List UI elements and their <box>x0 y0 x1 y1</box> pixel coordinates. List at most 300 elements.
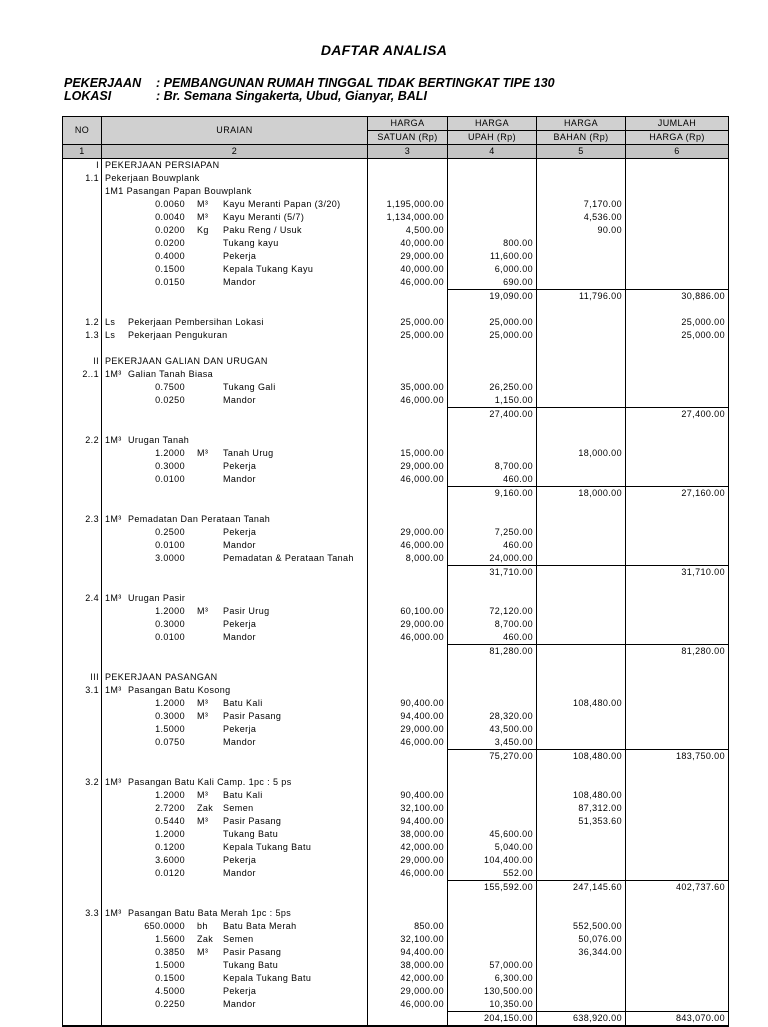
item-unit: 1M³ <box>105 369 122 379</box>
satuan-cell <box>368 592 448 605</box>
uraian-cell <box>102 237 368 250</box>
jumlah-cell <box>626 789 729 802</box>
upah-cell <box>448 552 537 566</box>
jumlah-cell <box>626 172 729 185</box>
no-cell <box>63 316 102 329</box>
uraian-cell <box>102 460 368 473</box>
uraian-cell <box>102 368 368 381</box>
bahan-cell <box>537 263 626 276</box>
no-cell <box>63 487 102 501</box>
satuan-cell <box>368 500 448 513</box>
satuan-cell <box>368 618 448 631</box>
no-cell <box>63 697 102 710</box>
item-unit: Ls <box>105 317 116 327</box>
jumlah-cell <box>626 592 729 605</box>
jumlah-cell <box>626 802 729 815</box>
unit-price: 29,000.00 <box>400 619 444 629</box>
satuan-cell <box>368 959 448 972</box>
material-amount: 87,312.00 <box>578 803 622 813</box>
unit-price: 25,000.00 <box>400 330 444 340</box>
uraian-cell <box>102 776 368 789</box>
unit-price: 25,000.00 <box>400 317 444 327</box>
uraian-cell <box>102 381 368 394</box>
no-cell <box>63 368 102 381</box>
upah-cell <box>448 434 537 447</box>
unit-price: 40,000.00 <box>400 238 444 248</box>
bahan-cell <box>537 434 626 447</box>
no-cell <box>63 920 102 933</box>
table-row <box>63 985 729 998</box>
bahan-cell <box>537 421 626 434</box>
bahan-cell <box>537 159 626 173</box>
table-row <box>63 513 729 526</box>
table-row <box>63 539 729 552</box>
uraian-cell <box>102 750 368 764</box>
jumlah-cell <box>626 394 729 408</box>
satuan-cell <box>368 972 448 985</box>
uraian-cell <box>102 513 368 526</box>
upah-cell <box>448 579 537 592</box>
upah-cell <box>448 684 537 697</box>
jumlah-cell <box>626 776 729 789</box>
jumlah-cell <box>626 526 729 539</box>
total-amount: 183,750.00 <box>675 751 725 761</box>
unit: M³ <box>197 606 209 616</box>
coefficient: 0.2500 <box>155 527 185 537</box>
table-row <box>63 211 729 224</box>
unit-price: 90,400.00 <box>400 698 444 708</box>
satuan-cell <box>368 998 448 1012</box>
no-cell <box>63 526 102 539</box>
no-cell <box>63 684 102 697</box>
wage-amount: 25,000.00 <box>489 317 533 327</box>
unit-price: 46,000.00 <box>400 999 444 1010</box>
table-row <box>63 526 729 539</box>
item-title: Pemadatan Dan Perataan Tanah <box>128 514 271 524</box>
unit: M³ <box>197 199 209 209</box>
jumlah-cell <box>626 920 729 933</box>
no-cell <box>63 907 102 920</box>
no-cell <box>63 854 102 867</box>
description: Semen <box>223 803 254 813</box>
jumlah-cell <box>626 566 729 580</box>
wage-amount: 1,150.00 <box>494 395 533 405</box>
description: Tukang Gali <box>223 382 276 392</box>
no-cell <box>63 473 102 487</box>
material-amount: 108,480.00 <box>572 698 622 708</box>
satuan-cell <box>368 434 448 447</box>
wage-amount: 104,400.00 <box>483 855 533 865</box>
satuan-cell <box>368 159 448 173</box>
uraian-cell <box>102 566 368 580</box>
coefficient: 0.0250 <box>155 395 185 406</box>
no-cell <box>63 933 102 946</box>
unit: M³ <box>197 711 209 721</box>
section-number: III <box>90 672 99 682</box>
jumlah-cell <box>626 198 729 211</box>
bahan-cell <box>537 316 626 329</box>
subtotal-row <box>63 487 729 501</box>
jumlah-cell <box>626 473 729 487</box>
uraian-cell <box>102 867 368 881</box>
bahan-cell <box>537 802 626 815</box>
uraian-cell <box>102 329 368 342</box>
uraian-cell <box>102 526 368 539</box>
upah-cell <box>448 250 537 263</box>
item-title: Pekerjaan Pembersihan Lokasi <box>128 317 264 327</box>
jumlah-cell <box>626 841 729 854</box>
upah-cell <box>448 368 537 381</box>
item-number: 3.3 <box>85 908 99 918</box>
upah-cell <box>448 473 537 487</box>
unit-price: 1,195,000.00 <box>386 199 444 209</box>
no-cell <box>63 355 102 368</box>
satuan-cell <box>368 710 448 723</box>
jumlah-cell <box>626 959 729 972</box>
no-cell <box>63 434 102 447</box>
table-row <box>63 789 729 802</box>
table-row <box>63 421 729 434</box>
no-cell <box>63 959 102 972</box>
unit-price: 42,000.00 <box>400 842 444 852</box>
table-row <box>63 867 729 881</box>
total-amount: 843,070.00 <box>675 1013 725 1023</box>
upah-cell <box>448 303 537 316</box>
jumlah-cell <box>626 723 729 736</box>
table-row <box>63 828 729 841</box>
material-amount: 4,536.00 <box>583 212 622 222</box>
upah-cell <box>448 185 537 198</box>
upah-cell <box>448 776 537 789</box>
satuan-cell <box>368 211 448 224</box>
bahan-cell <box>537 736 626 750</box>
bahan-cell <box>537 342 626 355</box>
item-title: Urugan Pasir <box>128 593 186 603</box>
table-row <box>63 697 729 710</box>
wage-amount: 28,320.00 <box>489 711 533 721</box>
upah-cell <box>448 750 537 764</box>
col-number-6: 6 <box>626 145 729 159</box>
table-row <box>63 172 729 185</box>
table-row <box>63 198 729 211</box>
satuan-cell <box>368 263 448 276</box>
coefficient: 1.2000 <box>155 606 185 616</box>
no-cell <box>63 421 102 434</box>
bahan-cell <box>537 447 626 460</box>
bahan-cell <box>537 487 626 501</box>
description: Mandor <box>223 632 256 643</box>
coefficient: 0.5440 <box>155 816 185 826</box>
no-cell <box>63 789 102 802</box>
subtotal-row <box>63 750 729 764</box>
uraian-cell <box>102 487 368 501</box>
table-row <box>63 394 729 408</box>
jumlah-cell <box>626 159 729 173</box>
no-cell <box>63 985 102 998</box>
bahan-cell <box>537 368 626 381</box>
table-row <box>63 684 729 697</box>
table-row <box>63 854 729 867</box>
bahan-cell <box>537 526 626 539</box>
jumlah-cell <box>626 342 729 355</box>
coefficient: 0.7500 <box>155 382 185 392</box>
total-amount: 402,737.60 <box>675 882 725 892</box>
jumlah-cell <box>626 579 729 592</box>
uraian-cell <box>102 579 368 592</box>
satuan-cell <box>368 566 448 580</box>
description: Mandor <box>223 999 256 1010</box>
description: Batu Bata Merah <box>223 921 297 931</box>
item-number: 3.1 <box>85 685 99 695</box>
unit-price: 46,000.00 <box>400 632 444 643</box>
satuan-cell <box>368 802 448 815</box>
item-number: 2.4 <box>85 593 99 603</box>
no-cell <box>63 342 102 355</box>
table-row <box>63 434 729 447</box>
description: Mandor <box>223 474 256 485</box>
bahan-cell <box>537 684 626 697</box>
uraian-cell <box>102 159 368 173</box>
no-cell <box>63 763 102 776</box>
jumlah-cell <box>626 894 729 907</box>
coefficient: 0.0100 <box>155 632 185 643</box>
unit-price: 46,000.00 <box>400 540 444 550</box>
no-cell <box>63 946 102 959</box>
total-amount: 81,280.00 <box>681 646 725 656</box>
uraian-cell <box>102 355 368 368</box>
uraian-cell <box>102 854 368 867</box>
bahan-cell <box>537 394 626 408</box>
jumlah-cell <box>626 972 729 985</box>
upah-cell <box>448 789 537 802</box>
unit: M³ <box>197 212 209 222</box>
upah-cell <box>448 394 537 408</box>
upah-cell <box>448 500 537 513</box>
satuan-cell <box>368 198 448 211</box>
upah-cell <box>448 959 537 972</box>
upah-cell <box>448 658 537 671</box>
jumlah-cell <box>626 250 729 263</box>
coefficient: 0.0750 <box>155 737 185 748</box>
unit-price: 46,000.00 <box>400 868 444 879</box>
coefficient: 650.0000 <box>144 921 185 931</box>
no-cell <box>63 447 102 460</box>
description: Pemadatan & Perataan Tanah <box>223 553 354 564</box>
uraian-cell <box>102 631 368 645</box>
jumlah-cell <box>626 368 729 381</box>
upah-cell <box>448 224 537 237</box>
uraian-cell <box>102 618 368 631</box>
table-row <box>63 959 729 972</box>
bahan-cell <box>537 828 626 841</box>
bahan-cell <box>537 854 626 867</box>
uraian-cell <box>102 605 368 618</box>
jumlah-cell <box>626 671 729 684</box>
uraian-cell <box>102 552 368 566</box>
table-row <box>63 276 729 290</box>
item-title: Pasangan Batu Kali Camp. 1pc : 5 ps <box>128 777 292 787</box>
jumlah-cell <box>626 224 729 237</box>
uraian-cell <box>102 828 368 841</box>
uraian-cell <box>102 592 368 605</box>
satuan-cell <box>368 460 448 473</box>
coefficient: 0.0060 <box>155 199 185 209</box>
bahan-cell <box>537 605 626 618</box>
satuan-cell <box>368 447 448 460</box>
item-unit: 1M³ <box>105 435 122 445</box>
wage-amount: 10,350.00 <box>489 999 533 1009</box>
pekerjaan-value: : PEMBANGUNAN RUMAH TINGGAL TIDAK BERTINGKAT TIPE 130 <box>156 76 555 90</box>
unit-price: 46,000.00 <box>400 474 444 485</box>
no-cell <box>63 841 102 854</box>
satuan-cell <box>368 316 448 329</box>
no-cell <box>63 172 102 185</box>
no-cell <box>63 159 102 173</box>
jumlah-cell <box>626 736 729 750</box>
upah-cell <box>448 381 537 394</box>
satuan-cell <box>368 750 448 764</box>
jumlah-cell <box>626 946 729 959</box>
satuan-cell <box>368 736 448 750</box>
satuan-cell <box>368 368 448 381</box>
jumlah-cell <box>626 290 729 304</box>
uraian-cell <box>102 434 368 447</box>
table-row <box>63 552 729 566</box>
bahan-cell <box>537 303 626 316</box>
upah-cell <box>448 605 537 618</box>
uraian-cell <box>102 959 368 972</box>
subtotal-row <box>63 566 729 580</box>
table-row <box>63 671 729 684</box>
wage-subtotal: 19,090.00 <box>489 291 533 301</box>
uraian-cell <box>102 894 368 907</box>
material-subtotal: 18,000.00 <box>578 488 622 498</box>
bahan-cell <box>537 697 626 710</box>
no-cell <box>63 211 102 224</box>
satuan-cell <box>368 408 448 422</box>
satuan-cell <box>368 605 448 618</box>
bahan-cell <box>537 658 626 671</box>
bahan-cell <box>537 552 626 566</box>
wage-amount: 5,040.00 <box>494 842 533 852</box>
table-row <box>63 579 729 592</box>
pekerjaan-label: PEKERJAAN <box>64 76 142 90</box>
description: Tukang Batu <box>223 829 279 839</box>
no-cell <box>63 539 102 552</box>
bahan-cell <box>537 566 626 580</box>
unit-price: 38,000.00 <box>400 960 444 970</box>
table-row <box>63 920 729 933</box>
bahan-cell <box>537 290 626 304</box>
wage-amount: 460.00 <box>503 474 533 484</box>
item-title: Pekerjaan Bouwplank <box>105 173 200 183</box>
no-cell <box>63 290 102 304</box>
jumlah-cell <box>626 867 729 881</box>
bahan-cell <box>537 710 626 723</box>
uraian-cell <box>102 998 368 1012</box>
description: Pekerja <box>223 251 257 261</box>
wage-amount: 460.00 <box>503 540 533 550</box>
satuan-cell <box>368 394 448 408</box>
uraian-cell <box>102 697 368 710</box>
jumlah-cell <box>626 750 729 764</box>
bahan-cell <box>537 894 626 907</box>
upah-cell <box>448 487 537 501</box>
material-amount: 51,353.60 <box>578 816 622 826</box>
upah-cell <box>448 920 537 933</box>
table-row <box>63 841 729 854</box>
satuan-cell <box>368 763 448 776</box>
coefficient: 0.4000 <box>155 251 185 261</box>
satuan-cell <box>368 513 448 526</box>
subtotal-row <box>63 290 729 304</box>
satuan-cell <box>368 290 448 304</box>
material-amount: 108,480.00 <box>572 790 622 800</box>
unit-price: 4,500.00 <box>405 225 444 235</box>
header-harga-upah-top: HARGA <box>448 117 537 131</box>
bahan-cell <box>537 789 626 802</box>
table-row <box>63 316 729 329</box>
item-unit: 1M³ <box>105 685 122 695</box>
jumlah-cell <box>626 985 729 998</box>
upah-cell <box>448 710 537 723</box>
satuan-cell <box>368 985 448 998</box>
header-harga-satuan-top: HARGA <box>368 117 448 131</box>
bahan-cell <box>537 881 626 895</box>
item-number: 1.1 <box>85 173 99 183</box>
uraian-cell <box>102 710 368 723</box>
no-cell <box>63 237 102 250</box>
upah-cell <box>448 290 537 304</box>
header-harga-bahan-top: HARGA <box>537 117 626 131</box>
coefficient: 0.0150 <box>155 277 185 288</box>
satuan-cell <box>368 867 448 881</box>
no-cell <box>63 815 102 828</box>
wage-amount: 43,500.00 <box>489 724 533 734</box>
jumlah-cell <box>626 658 729 671</box>
table-row <box>63 342 729 355</box>
uraian-cell <box>102 841 368 854</box>
no-cell <box>63 867 102 881</box>
header-upah: UPAH (Rp) <box>448 131 537 145</box>
upah-cell <box>448 907 537 920</box>
table-row <box>63 933 729 946</box>
unit-price: 40,000.00 <box>400 264 444 274</box>
analysis-table <box>62 116 729 1027</box>
uraian-cell <box>102 185 368 198</box>
jumlah-cell <box>626 500 729 513</box>
bahan-cell <box>537 579 626 592</box>
description: Mandor <box>223 395 256 406</box>
subtotal-row <box>63 408 729 422</box>
no-cell <box>63 723 102 736</box>
bahan-cell <box>537 211 626 224</box>
no-cell <box>63 500 102 513</box>
unit-price: 8,000.00 <box>405 553 444 564</box>
uraian-cell <box>102 473 368 487</box>
uraian-cell <box>102 408 368 422</box>
unit-price: 90,400.00 <box>400 790 444 800</box>
satuan-cell <box>368 946 448 959</box>
satuan-cell <box>368 552 448 566</box>
upah-cell <box>448 408 537 422</box>
no-cell <box>63 998 102 1012</box>
satuan-cell <box>368 907 448 920</box>
table-row <box>63 894 729 907</box>
satuan-cell <box>368 526 448 539</box>
description: Mandor <box>223 737 256 748</box>
wage-amount: 800.00 <box>503 238 533 248</box>
